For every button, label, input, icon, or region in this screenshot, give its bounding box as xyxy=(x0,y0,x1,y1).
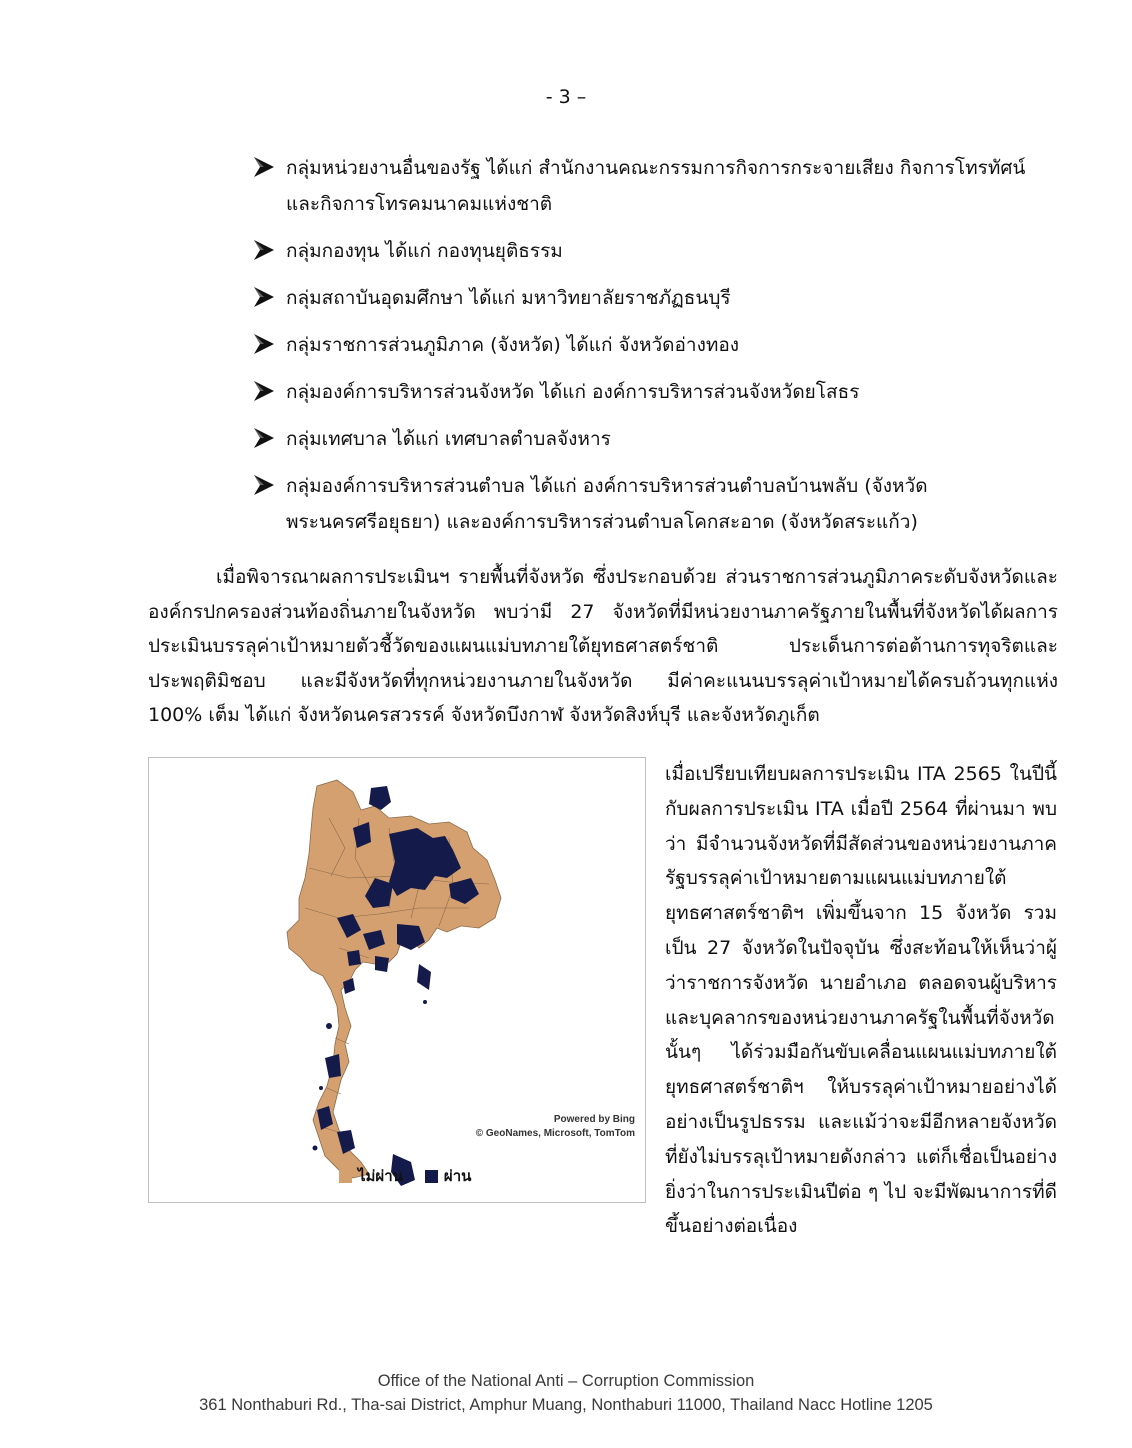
bullet-text: กลุ่มราชการส่วนภูมิภาค (จังหวัด) ได้แก่ จังหวัดอ่างทอง xyxy=(286,334,740,356)
body-paragraph-text: เมื่อพิจารณาผลการประเมินฯ รายพื้นที่จังหวัด ซึ่งประกอบด้วย ส่วนราชการส่วนภูมิภาคระดับจังหวัดและองค์กรปกครองส่วนท้องถิ่นภายในจังหวัด พบว่ามี 27 จังหวัดที่มีหน่วยงานภาครัฐภายในพื้นที่จังหวัดได้ผลการประเมินบรรลุค่าเป้าหมายตัวชี้วัดของแผนแม่บทภายใต้ยุทธศาสตร์ชาติ ประเด็นการต่อต้านการทุจริตและประพฤติมิชอบ และมีจังหวัดที่ทุกหน่วยงานภายในจังหวัด มีค่าคะแนนบรรลุค่าเป้าหมายได้ครบถ้วนทุกแห่ง 100% เต็ม ได้แก่ จังหวัดนครสวรรค์ จังหวัดบึงกาฬ จังหวัดสิงห์บุรี และจังหวัดภูเก็ต xyxy=(148,566,1058,726)
bullet-item xyxy=(252,327,1062,363)
bullet-item xyxy=(252,421,1062,457)
bullet-text: กลุ่มหน่วยงานอื่นของรัฐ ได้แก่ สำนักงานคณะกรรมการกิจการกระจายเสียง กิจการโทรทัศน์ และกิจการโทรคมนาคมแห่งชาติ xyxy=(286,157,1026,215)
arrow-bullet-icon xyxy=(252,473,276,497)
bullet-text: กลุ่มสถาบันอุดมศึกษา ได้แก่ มหาวิทยาลัยราชภัฏธนบุรี xyxy=(286,287,731,309)
page-number: - 3 – xyxy=(545,86,587,108)
arrow-bullet-icon xyxy=(252,426,276,450)
bullet-text: กลุ่มเทศบาล ได้แก่ เทศบาลตำบลจังหาร xyxy=(286,428,611,450)
legend-swatch-pass xyxy=(425,1170,438,1183)
bullet-text: กลุ่มองค์การบริหารส่วนตำบล ได้แก่ องค์การบริหารส่วนตำบลบ้านพลับ (จังหวัดพระนครศรีอยุธยา) และองค์การบริหารส่วนตำบลโคกสะอาด (จังหวัดสระแก้ว) xyxy=(286,475,928,533)
legend-swatch-fail xyxy=(339,1170,352,1183)
bullet-item xyxy=(252,150,1062,222)
legend-item-pass xyxy=(425,1164,471,1188)
map-credit-line2: © GeoNames, Microsoft, TomTom xyxy=(475,1128,635,1139)
comparison-paragraph: เมื่อเปรียบเทียบผลการประเมิน ITA 2565 ในปีนี้กับผลการประเมิน ITA เมื่อปี 2564 ที่ผ่านมา พบว่า มีจำนวนจังหวัดที่มีสัดส่วนของหน่วยงานภาครัฐบรรลุค่าเป้าหมายตามแผนแม่บทภายใต้ยุทธศาสตร์ชาติฯ เพิ่มขึ้นจาก 15 จังหวัด รวมเป็น 27 จังหวัดในปัจจุบัน ซึ่งสะท้อนให้เห็นว่าผู้ว่าราชการจังหวัด นายอำเภอ ตลอดจนผู้บริหารและบุคลากรของหน่วยงานภาครัฐในพื้นที่จังหวัดนั้นๆ ได้ร่วมมือกันขับเคลื่อนแผนแม่บทภายใต้ยุทธศาสตร์ชาติฯ ให้บรรลุค่าเป้าหมายอย่างได้อย่างเป็นรูปธรรม และแม้ว่าจะมีอีกหลายจังหวัดที่ยังไม่บรรลุเป้าหมายดังกล่าว แต่ก็เชื่อเป็นอย่างยิ่งว่าในการประเมินปีต่อ ๆ ไป จะมีพัฒนาการที่ดีขึ้นอย่างต่อเนื่อง xyxy=(665,763,1057,1238)
map-credit-line1: Powered by Bing xyxy=(553,1114,635,1125)
bullet-text: กลุ่มกองทุน ได้แก่ กองทุนยุติธรรม xyxy=(286,240,563,262)
arrow-bullet-icon xyxy=(252,332,276,356)
arrow-bullet-icon xyxy=(252,238,276,262)
bullet-item xyxy=(252,280,1062,316)
bullet-item xyxy=(252,233,1062,269)
bullet-item xyxy=(252,374,1062,410)
footer-office-name: Office of the National Anti – Corruption Commission xyxy=(377,1372,755,1390)
bullet-item xyxy=(252,468,1062,540)
body-paragraph xyxy=(148,560,1058,733)
thailand-province-map xyxy=(148,757,646,1203)
bullet-list xyxy=(252,150,1062,551)
legend-item-fail xyxy=(339,1164,403,1188)
arrow-bullet-icon xyxy=(252,285,276,309)
bullet-text: กลุ่มองค์การบริหารส่วนจังหวัด ได้แก่ องค์การบริหารส่วนจังหวัดยโสธร xyxy=(286,381,860,403)
arrow-bullet-icon xyxy=(252,379,276,403)
legend-label-pass: ผ่าน xyxy=(443,1167,472,1185)
map-legend xyxy=(339,1164,493,1188)
footer-address: 361 Nonthaburi Rd., Tha-sai District, Amphur Muang, Nonthaburi 11000, Thailand Nacc Hotline 1205 xyxy=(199,1396,933,1414)
arrow-bullet-icon xyxy=(252,155,276,179)
legend-label-fail: ไม่ผ่าน xyxy=(358,1167,403,1185)
